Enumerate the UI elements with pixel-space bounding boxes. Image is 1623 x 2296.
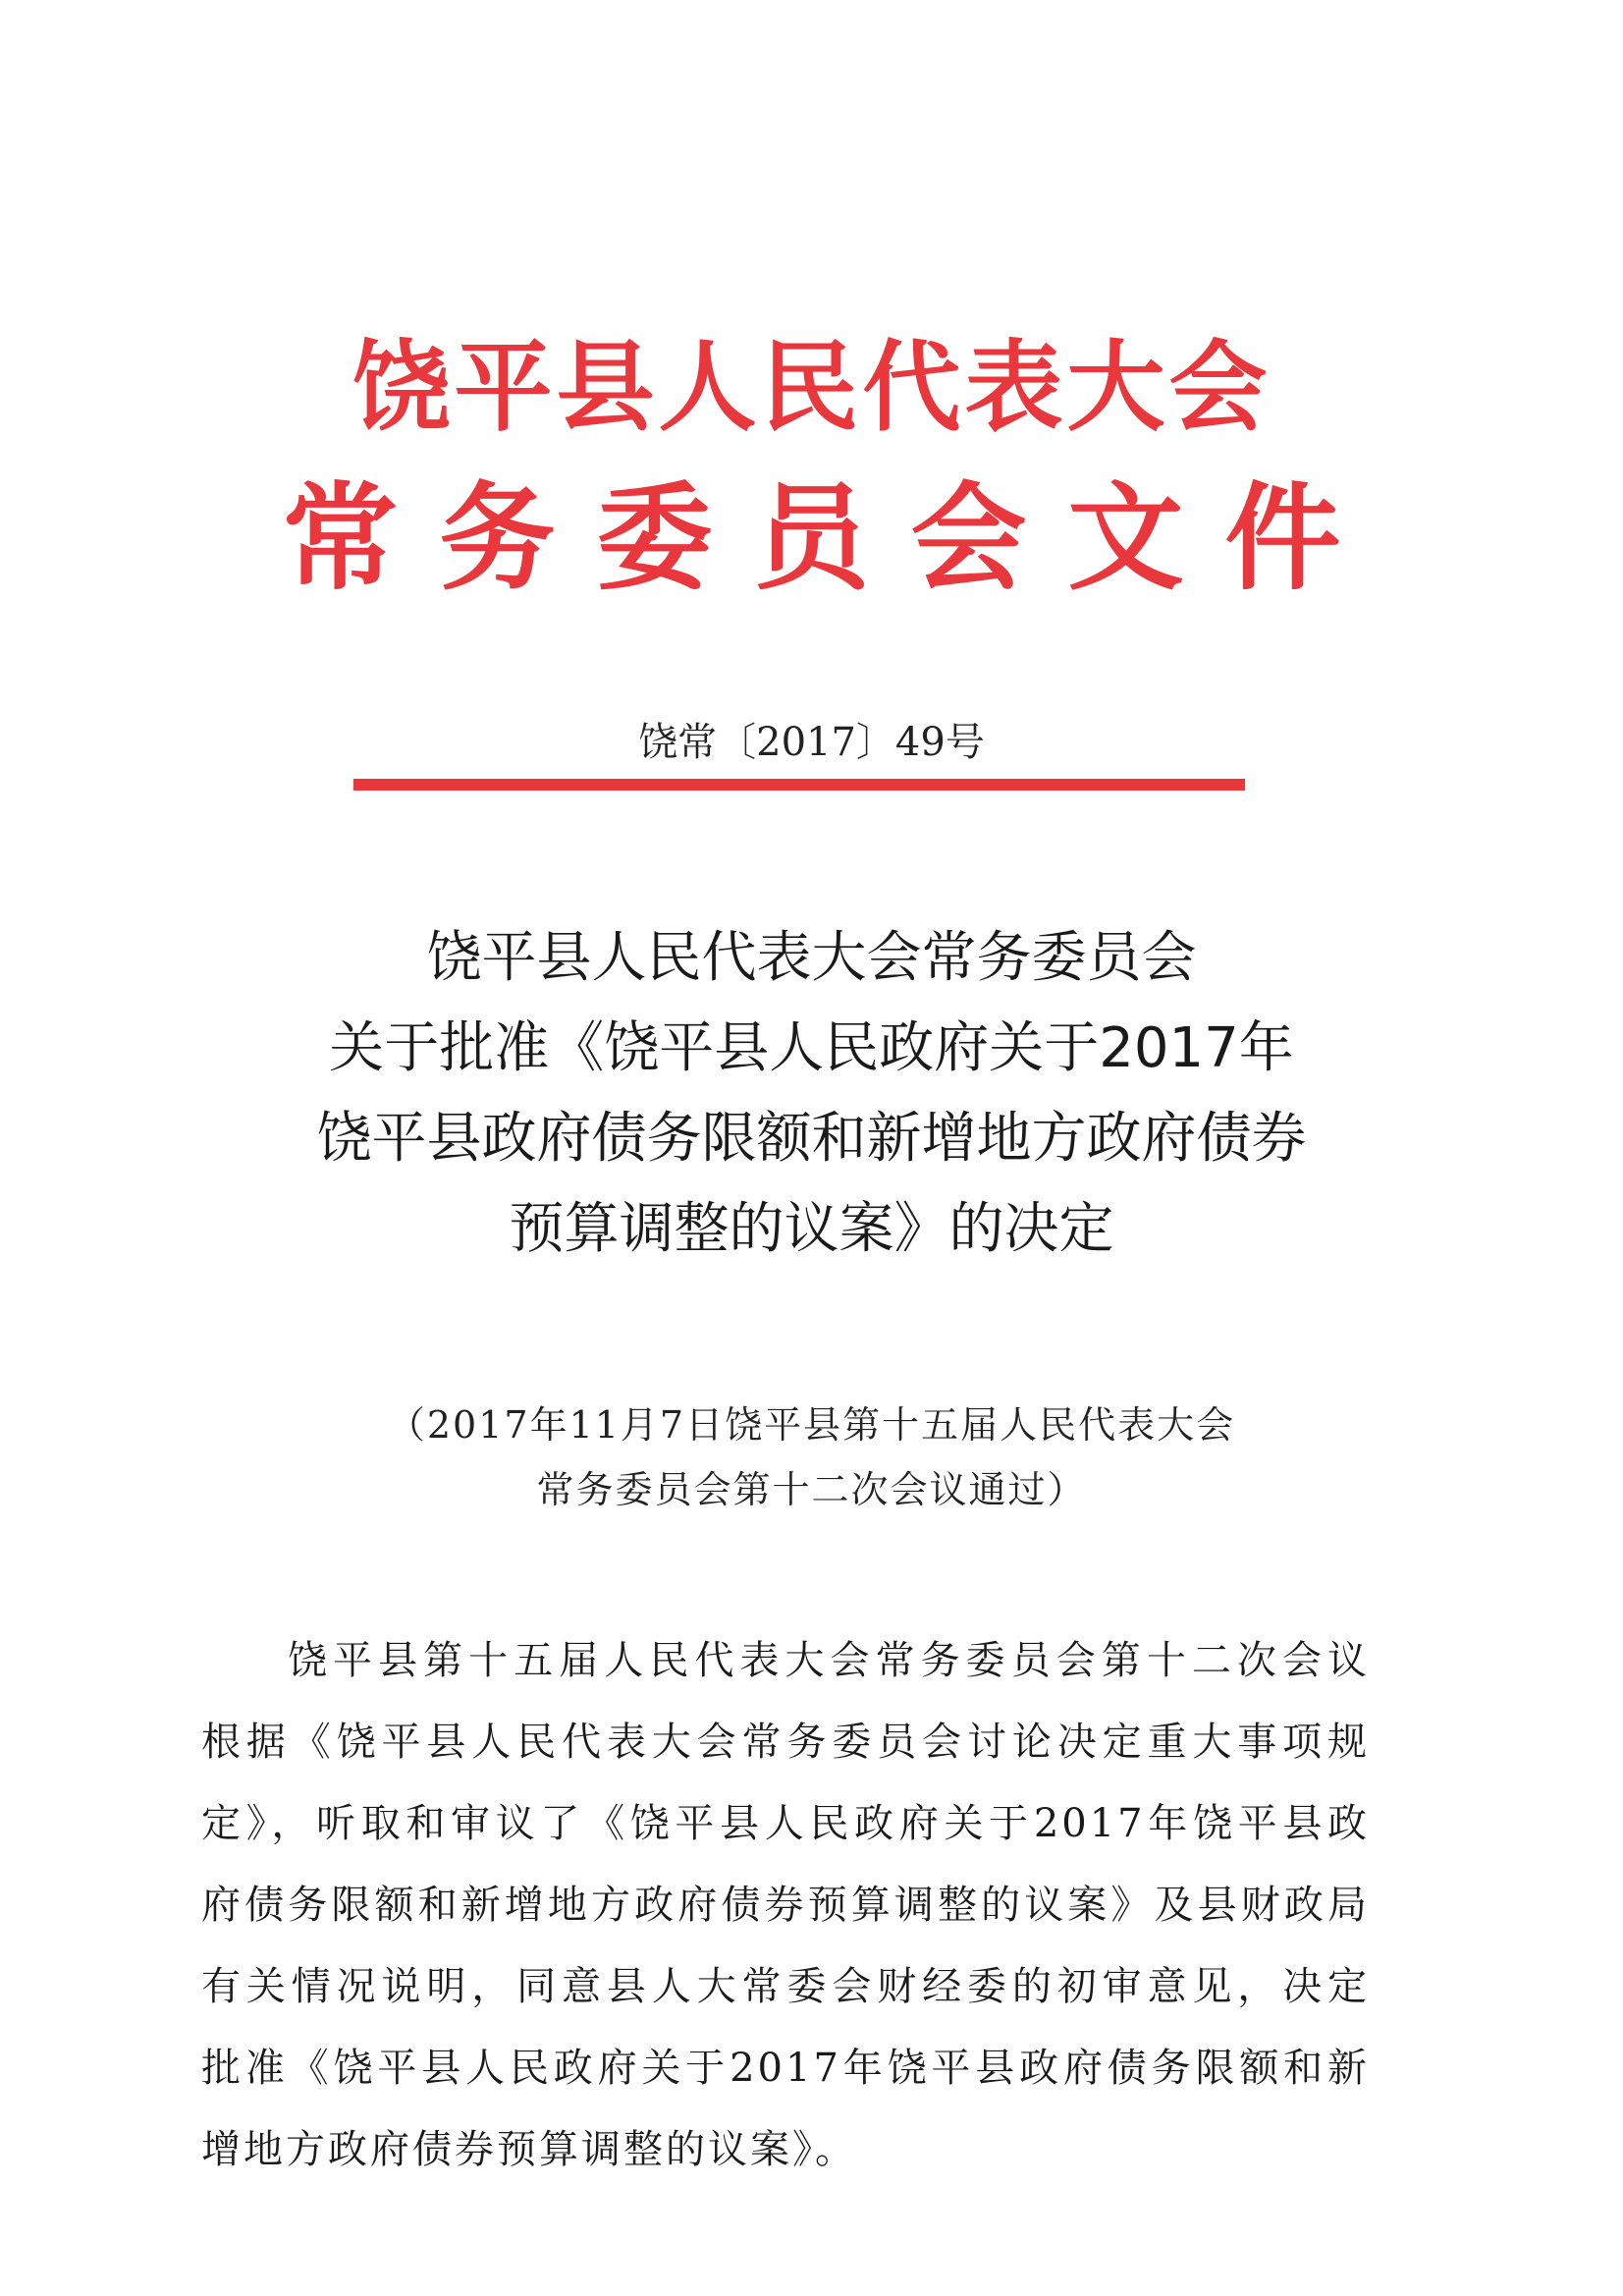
title-line: 饶平县政府债务限额和新增地方政府债券: [316, 1107, 1307, 1171]
body-line: 批准《饶平县人民政府关于2017年饶平县政府债务限额和新: [201, 2046, 1370, 2091]
body-line: 根据《饶平县人民代表大会常务委员会讨论决定重大事项规: [201, 1720, 1370, 1765]
masthead-document-type: 常务委员会文件: [282, 470, 1382, 606]
document-number: 饶常〔2017〕49号: [638, 720, 985, 765]
body-line: 饶平县第十五届人民代表大会常务委员会第十二次会议: [288, 1638, 1370, 1683]
title-line: 关于批准《饶平县人民政府关于2017年: [329, 1016, 1294, 1080]
adoption-note-line: 常务委员会第十二次会议通过）: [536, 1468, 1087, 1511]
document-title: [0, 913, 1623, 1275]
title-line: 预算调整的议案》的决定: [509, 1197, 1114, 1261]
body-paragraph: [201, 1620, 1370, 2191]
body-line: 定》，听取和审议了《饶平县人民政府关于2017年饶平县政: [201, 1801, 1370, 1846]
title-line: 饶平县人民代表大会常务委员会: [426, 926, 1197, 990]
masthead-organization: 饶平县人民代表大会: [352, 330, 1271, 445]
red-separator-line: [353, 779, 1245, 791]
adoption-note: [0, 1393, 1623, 1522]
body-line: 有关情况说明，同意县人大常委会财经委的初审意见，决定: [201, 1964, 1370, 2009]
body-line: 增地方政府债券预算调整的议案》。: [201, 2127, 857, 2172]
adoption-note-line: （2017年11月7日饶平县第十五届人民代表大会: [387, 1403, 1236, 1447]
body-line: 府债务限额和新增地方政府债券预算调整的议案》及县财政局: [201, 1883, 1370, 1928]
